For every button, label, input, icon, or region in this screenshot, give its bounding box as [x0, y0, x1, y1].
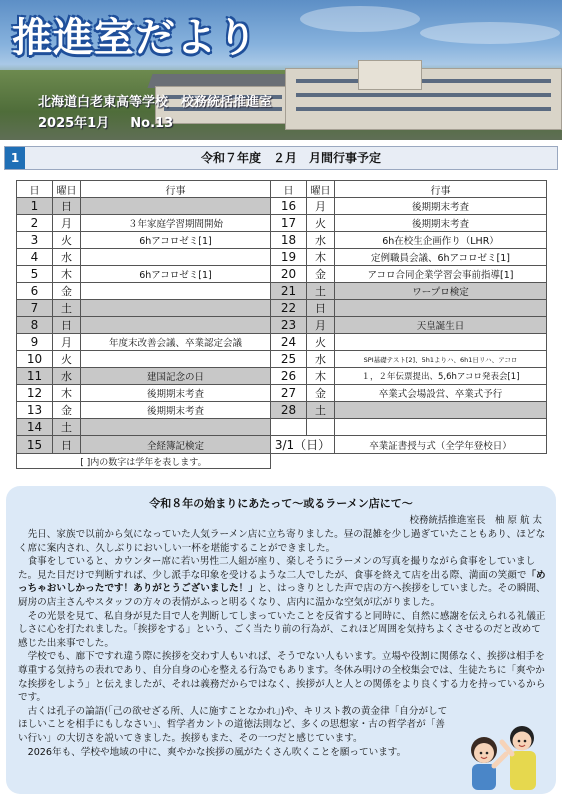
table-row: [17, 232, 547, 249]
table-row: [17, 419, 547, 436]
cell-weekday: 木: [307, 368, 335, 385]
section-title: 令和７年度 ２月 月間行事予定: [200, 151, 381, 165]
event-calendar-table: [16, 180, 547, 469]
cell-weekday: 火: [307, 215, 335, 232]
issue-info: [38, 112, 173, 131]
cell-event: ３年家庭学習期間開始: [81, 215, 271, 232]
school-tower: [358, 60, 422, 90]
cell-day: 2: [17, 215, 53, 232]
cell-weekday: 土: [53, 419, 81, 436]
cell-event: 年度末改善会議、卒業認定会議: [81, 334, 271, 351]
cell-day: 3/1（日）: [271, 436, 335, 454]
cell-weekday: 金: [53, 402, 81, 419]
cell-weekday: 火: [53, 232, 81, 249]
table-row: [17, 283, 547, 300]
cell-event: 卒業証書授与式（全学年登校日）: [335, 436, 547, 454]
cell-weekday: 水: [53, 249, 81, 266]
cell-weekday: 月: [307, 198, 335, 215]
table-row: [17, 385, 547, 402]
table-row: [17, 368, 547, 385]
cell-weekday: 金: [307, 266, 335, 283]
cell-event: [81, 283, 271, 300]
cell-day: 23: [271, 317, 307, 334]
cloud: [300, 6, 420, 32]
cell-day: 20: [271, 266, 307, 283]
cell-weekday: 月: [53, 215, 81, 232]
cell-weekday: [307, 419, 335, 436]
article-author: 校務統括推進室長 柚 原 航 太: [409, 515, 542, 526]
cloud: [420, 22, 560, 44]
cell-day: 4: [17, 249, 53, 266]
school-building-main: [285, 68, 562, 130]
cell-day: 26: [271, 368, 307, 385]
section-header: [4, 146, 558, 170]
article-title: 令和８年の始まりにあたって～或るラーメン店にて～: [149, 497, 413, 510]
calendar-header-row: [17, 181, 547, 198]
cell-event: 後期期末考査: [335, 215, 547, 232]
cell-event: 建国記念の日: [81, 368, 271, 385]
article-text: と、はっきりとした声で店の方へ挨拶をしていました。その瞬間、厨房の店主さんやスタッフの方々の表情がふっと明るくなり、店内に温かな空気が広がりました。: [18, 583, 546, 608]
table-row: [17, 402, 547, 419]
table-row: [17, 266, 547, 283]
cell-day: 21: [271, 283, 307, 300]
cell-event: [81, 249, 271, 266]
cell-event: [335, 300, 547, 317]
cell-event: 天皇誕生日: [335, 317, 547, 334]
col-header-weekday: 曜日: [53, 181, 81, 198]
cell-event: 6hアコロゼミ[1]: [81, 232, 271, 249]
col-header-weekday: 曜日: [307, 181, 335, 198]
cell-day: 11: [17, 368, 53, 385]
cell-event: SPI基礎テスト[2]、5h1よりハ、6h1日リハ、アコロ: [335, 351, 547, 368]
table-row: [17, 249, 547, 266]
article-paragraph: その光景を見て、私自身が見た目で人を判断してしまっていたことを反省すると同時に、自然に感謝を伝えられる礼儀正しさに心を打たれました。「挨拶をする」という、ごく当たり前の行為が、これほど周囲を気持ちよくさせるのだと改めて感じた出来事でした。: [18, 610, 546, 649]
table-row: [17, 436, 547, 454]
cell-event: １，２年伝票提出、5,6hアコロ発表会[1]: [335, 368, 547, 385]
cell-weekday: 月: [307, 317, 335, 334]
article-paragraph: 先日、家族で以前から気になっていた人気ラーメン店に立ち寄りました。昼の混雑を少し過ぎていたこともあり、ほどなく席に案内され、久しぶりにおいしい一杯を堪能することができました。: [18, 529, 546, 554]
cell-day: 13: [17, 402, 53, 419]
cell-weekday: 木: [53, 385, 81, 402]
cell-day: 14: [17, 419, 53, 436]
students-illustration: [456, 714, 552, 792]
table-row: [17, 351, 547, 368]
section-number: 1: [5, 147, 25, 169]
cell-event: [81, 351, 271, 368]
cell-weekday: 水: [307, 232, 335, 249]
cell-event: 定例職員会議、6hアコロゼミ[1]: [335, 249, 547, 266]
table-note-row: [17, 454, 547, 469]
cell-event: [335, 402, 547, 419]
cell-day: 24: [271, 334, 307, 351]
table-row: [17, 215, 547, 232]
cell-weekday: 水: [53, 368, 81, 385]
issue-number: No.13: [130, 116, 174, 131]
cell-event: [81, 419, 271, 436]
cell-weekday: 金: [307, 385, 335, 402]
cell-day: 8: [17, 317, 53, 334]
cell-weekday: 日: [53, 317, 81, 334]
cell-weekday: 日: [53, 198, 81, 215]
cell-weekday: 土: [53, 300, 81, 317]
newsletter-title: 推進室だより: [12, 15, 258, 61]
cell-event: 後期期末考査: [81, 402, 271, 419]
table-row: [17, 300, 547, 317]
cell-weekday: 水: [307, 351, 335, 368]
cell-day: 28: [271, 402, 307, 419]
article-paragraph: 学校でも、廊下ですれ違う際に挨拶を交わす人もいれば、そうでない人もいます。立場や役割に関係なく、挨拶は相手を尊重する気持ちの表れであり、自分自身の心を整える行為でもあります。冬休み明けの全校集会では、生徒たちに「爽やかな挨拶をしよう」と伝えましたが、それは義務だからではなく、挨拶が人と人との関係をより良くする力を持っているからです。: [18, 651, 546, 704]
table-row: [17, 198, 547, 215]
cell-weekday: 月: [53, 334, 81, 351]
cell-weekday: 土: [307, 402, 335, 419]
cell-day: 15: [17, 436, 53, 454]
article-quote: 「めっちゃおいしかったです！ありがとうございました！」: [18, 569, 546, 595]
col-header-day: 日: [17, 181, 53, 198]
cell-day: 19: [271, 249, 307, 266]
cell-weekday: 木: [53, 266, 81, 283]
cell-weekday: 土: [307, 283, 335, 300]
cell-event: [81, 198, 271, 215]
cell-event: 6h在校生企画作り（LHR）: [335, 232, 547, 249]
cell-day: 3: [17, 232, 53, 249]
cell-day: 5: [17, 266, 53, 283]
cell-event: 後期期末考査: [335, 198, 547, 215]
cell-day: 7: [17, 300, 53, 317]
school-name: 北海道白老東高等学校 校務統括推進室: [38, 95, 273, 110]
cell-event: [81, 300, 271, 317]
cell-day: 27: [271, 385, 307, 402]
article-text: 食事をしていると、カウンター席に若い男性二人組が座り、楽しそうにラーメンの写真を撮りながら食事をしていました。見た目だけで判断すれば、少し派手な印象を受けるような二人でしたが、食事を終えて店を出る際、満面の笑顔で: [18, 556, 536, 581]
cell-weekday: 火: [53, 351, 81, 368]
cell-event: 全経簿記検定: [81, 436, 271, 454]
col-header-day: 日: [271, 181, 307, 198]
col-header-event: 行事: [335, 181, 547, 198]
header-banner: [0, 0, 562, 140]
cell-day: 12: [17, 385, 53, 402]
cell-event: ワープロ検定: [335, 283, 547, 300]
cell-day: 1: [17, 198, 53, 215]
cell-weekday: 金: [53, 283, 81, 300]
cell-day: 17: [271, 215, 307, 232]
cell-event: 6hアコロゼミ[1]: [81, 266, 271, 283]
cell-event: アコロ合同企業学習会事前指導[1]: [335, 266, 547, 283]
cell-event: 卒業式会場設営、卒業式予行: [335, 385, 547, 402]
article-paragraph: 2026年も、学校や地域の中に、爽やかな挨拶の風がたくさん吹くことを願っています。: [27, 746, 407, 758]
cell-weekday: 火: [307, 334, 335, 351]
cell-day: 22: [271, 300, 307, 317]
cell-weekday: 木: [307, 249, 335, 266]
table-row: [17, 317, 547, 334]
cell-day: 25: [271, 351, 307, 368]
article-paragraph: 古くは孔子の論語(「己の欲せざる所、人に施すことなかれ」)や、キリスト教の黄金律「自分がしてほしいことを相手にもしなさい」、哲学者カントの道徳法則など、多くの思想家・古の哲学者が「善い行い」の大切さを説いてきました。挨拶もまた、その一つだと感じています。: [18, 705, 448, 744]
cell-day: 9: [17, 334, 53, 351]
cell-day: 18: [271, 232, 307, 249]
cell-day: 6: [17, 283, 53, 300]
cell-day: 10: [17, 351, 53, 368]
cell-weekday: 日: [53, 436, 81, 454]
cell-weekday: 日: [307, 300, 335, 317]
cell-event: [335, 334, 547, 351]
table-row: [17, 334, 547, 351]
article-paragraph: [18, 555, 546, 609]
table-footnote: [ ]内の数字は学年を表します。: [17, 454, 271, 469]
col-header-event: 行事: [81, 181, 271, 198]
issue-date: 2025年1月: [38, 116, 110, 131]
cell-event: [335, 419, 547, 436]
cell-event: 後期期末考査: [81, 385, 271, 402]
cell-day: [271, 419, 307, 436]
cell-event: [81, 317, 271, 334]
cell-day: 16: [271, 198, 307, 215]
